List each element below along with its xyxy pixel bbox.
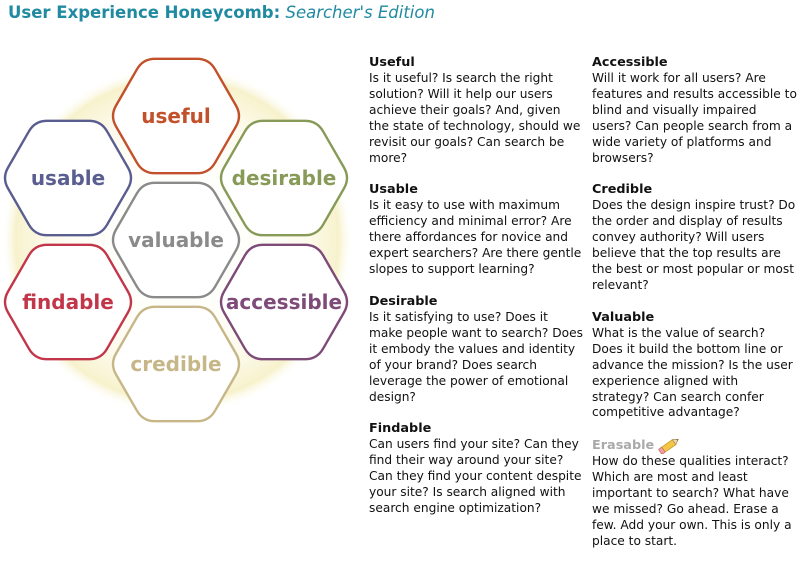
description-findable bbox=[369, 420, 584, 517]
hexagon-findable bbox=[5, 245, 131, 359]
description-usable bbox=[369, 181, 584, 278]
hexagon-desirable bbox=[221, 121, 347, 235]
description-valuable bbox=[592, 309, 797, 421]
description-accessible bbox=[592, 54, 797, 166]
hexagon-usable-label: usable bbox=[30, 166, 106, 190]
hexagon-usable bbox=[5, 121, 131, 235]
description-useful-title: Useful bbox=[369, 55, 415, 70]
description-credible-text: Does the design inspire trust? Do the order and display of results convey authority? Will users believe that the top results are the best or most popular or most relevant? bbox=[592, 198, 796, 292]
description-findable-text: Can users find your site? Can they find their way around your site? Can they find your content despite your site? Is search aligned with search engine optimization? bbox=[369, 437, 582, 516]
description-useful-text: Is it useful? Is search the right solution? Will it help our users achieve their goals? And, given the state of technology, should we revisit our goals? Can search be more? bbox=[369, 71, 581, 165]
description-valuable-title: Valuable bbox=[592, 309, 655, 325]
hexagon-valuable-label: valuable bbox=[128, 228, 224, 252]
hexagon-accessible bbox=[221, 245, 347, 359]
description-usable-title: Usable bbox=[369, 182, 418, 198]
title-subtitle: Searcher's Edition bbox=[285, 3, 435, 22]
hexagon-useful bbox=[113, 59, 239, 173]
description-desirable bbox=[369, 293, 584, 405]
description-useful bbox=[369, 54, 584, 166]
hexagon-useful-label: useful bbox=[141, 104, 211, 128]
description-findable-title: Findable bbox=[369, 421, 432, 437]
title-main: User Experience Honeycomb: bbox=[8, 3, 281, 22]
hexagon-credible bbox=[113, 307, 239, 421]
description-erasable-text: How do these qualities interact? Which are most and least important to search? What have we missed? Go ahead. Erase a few. Add your own. This is only a place to start. bbox=[592, 454, 792, 548]
page-title bbox=[8, 3, 435, 22]
description-credible bbox=[592, 181, 797, 293]
hexagon-findable-label: findable bbox=[22, 290, 114, 314]
description-erasable-title: Erasable bbox=[592, 437, 655, 453]
description-accessible-text: Will it work for all users? Are features and results accessible to blind and visually impaired users? Can people search from a wide variety of platforms and browsers? bbox=[592, 71, 797, 165]
description-valuable-text: What is the value of search? Does it build the bottom line or advance the mission? Is the user experience aligned with strategy? Can search confer competitive advantage? bbox=[592, 325, 793, 420]
description-erasable-heading bbox=[592, 436, 797, 454]
description-column-right bbox=[592, 54, 797, 565]
pencil-icon bbox=[658, 436, 682, 454]
description-credible-title: Credible bbox=[592, 182, 653, 198]
description-erasable bbox=[592, 436, 797, 549]
hexagon-desirable-label: desirable bbox=[231, 166, 337, 190]
hexagon-valuable bbox=[113, 183, 239, 297]
hexagon-credible-label: credible bbox=[130, 352, 222, 376]
honeycomb-diagram bbox=[0, 34, 360, 434]
description-desirable-title: Desirable bbox=[369, 293, 438, 309]
description-usable-text: Is it easy to use with maximum efficiency and minimal error? Are there affordances for novice and expert searchers? Are there gentle slopes to support learning? bbox=[369, 198, 582, 277]
description-desirable-text: Is it satisfying to use? Does it make people want to search? Does it embody the values and identity of your brand? Does search leverage the power of emotional design? bbox=[369, 309, 583, 404]
description-accessible-title: Accessible bbox=[592, 55, 668, 70]
description-column-left bbox=[369, 54, 584, 532]
hexagon-accessible-label: accessible bbox=[225, 290, 343, 314]
